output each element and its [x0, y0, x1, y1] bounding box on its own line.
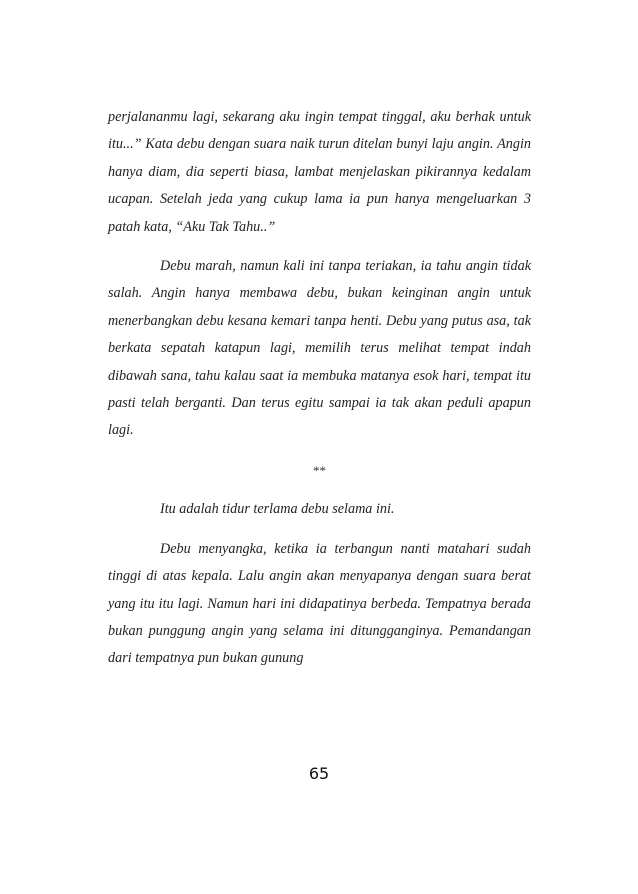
page-number: 65 [308, 764, 330, 783]
paragraph-gap [108, 524, 531, 536]
paragraph-tidur-terlama: Itu adalah tidur terlama debu selama ini. [160, 501, 395, 518]
paragraph-debu-marah: Debu marah, namun kali ini tanpa teriakan, ia tahu angin tidak salah. Angin hanya membawa debu, bukan keinginan angin untuk menerbangkan debu kesana kemari tanpa henti. Debu yang putus asa, tak berkata sepatah katapun lagi, memilih terus melihat tempat indah dibawah sana, tahu kalau saat ia membuka matanya esok hari, tempat itu pasti telah berganti. Dan terus egitu sampai ia tak akan peduli apapun lagi. [108, 258, 531, 439]
paragraph-gap [108, 241, 531, 253]
body-text [108, 104, 531, 673]
section-separator: ** [313, 462, 326, 478]
paragraph-debu-menyangka: Debu menyangka, ketika ia terbangun nanti matahari sudah tinggi di atas kepala. Lalu angin akan menyapanya dengan suara berat yang itu itu lagi. Namun hari ini didapatinya berbeda. Tempatnya berada bukan punggung angin yang selama ini ditungganginya. Pemandangan dari tempatnya pun bukan gunung [108, 540, 531, 667]
paragraph-continuation: perjalananmu lagi, sekarang aku ingin tempat tinggal, aku berhak untuk itu...” Kata debu dengan suara naik turun ditelan bunyi laju angin. Angin hanya diam, dia seperti biasa, lambat menjelaskan pikirannya kedalam ucapan. Setelah jeda yang cukup lama ia pun hanya mengeluarkan 3 patah kata, “Aku Tak Tahu..” [108, 109, 531, 235]
